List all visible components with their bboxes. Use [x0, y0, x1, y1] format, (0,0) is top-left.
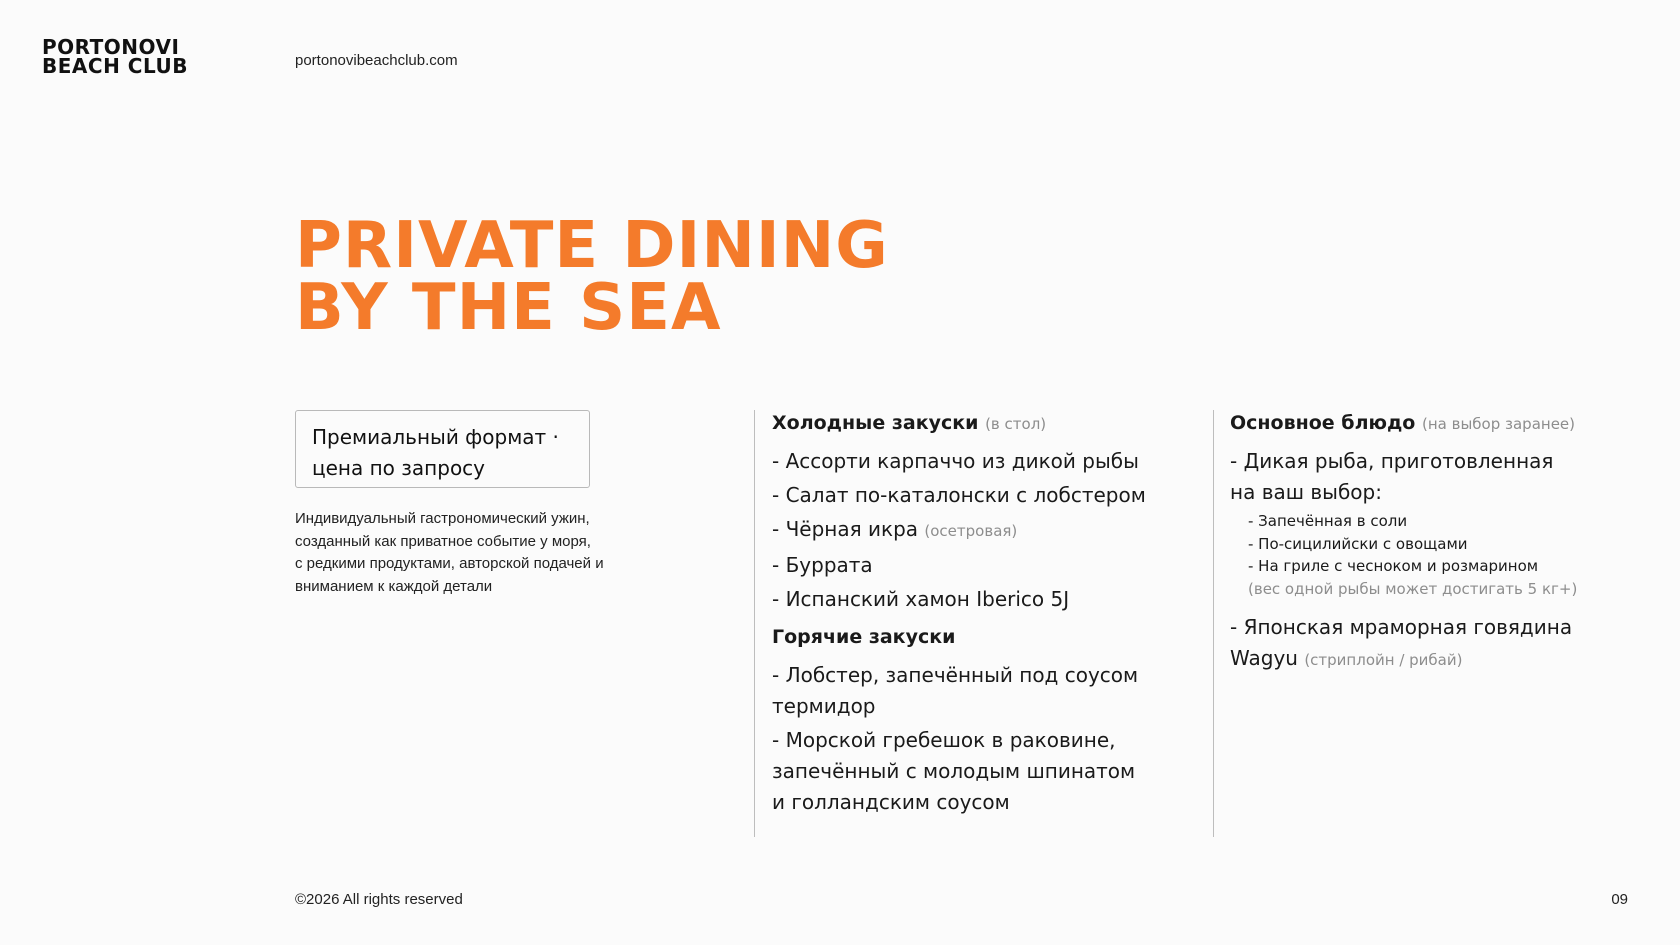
menu-item: - Испанский хамон Iberico 5J: [772, 587, 1070, 611]
main-course-heading: [1230, 412, 1650, 434]
description-line: с редкими продуктами, авторской подачей и: [295, 555, 604, 572]
fish-weight-note: (вес одной рыбы может достигать 5 кг+): [1248, 579, 1578, 598]
logo-line-2: BEACH CLUB: [42, 54, 188, 78]
website-link[interactable]: portonovibeachclub.com: [295, 52, 458, 69]
main-course-title: Основное блюдо: [1230, 412, 1416, 434]
column-divider: [754, 410, 755, 837]
brand-logo: [42, 35, 188, 78]
cold-starters-note: (в стол): [985, 415, 1047, 433]
cold-starters-heading: [772, 412, 1192, 434]
page-title: [295, 209, 889, 345]
description-line: вниманием к каждой детали: [295, 577, 493, 595]
page-number: 09: [1611, 891, 1628, 908]
fish-option: - По-сицилийски с овощами: [1248, 534, 1468, 553]
main-course-column: [1230, 412, 1650, 679]
menu-item: - Лобстер, запечённый под соусом термидор: [772, 663, 1139, 718]
menu-item-note: (осетровая): [924, 522, 1018, 540]
description-line: созданный как приватное событие у моря,: [295, 532, 591, 550]
cold-starters-title: Холодные закуски: [772, 412, 979, 434]
copyright: ©2026 All rights reserved: [295, 891, 463, 908]
menu-item: - Салат по-каталонски с лобстером: [772, 483, 1146, 507]
menu-item: - Дикая рыба, приготовленная на ваш выбор:: [1230, 449, 1554, 504]
main-course-note: (на выбор заранее): [1421, 415, 1576, 433]
fish-option: - На гриле с чесноком и розмарином: [1248, 557, 1539, 575]
menu-item: - Морской гребешок в раковине, запечённый с молодым шпинатом и голландским соусом: [772, 728, 1136, 814]
hot-starters-list: [772, 660, 1192, 818]
starters-column: [772, 412, 1192, 821]
cold-starters-list: [772, 446, 1192, 615]
menu-item: - Ассорти карпаччо из дикой рыбы: [772, 449, 1139, 473]
menu-item: - Чёрная икра (осетровая): [772, 517, 1018, 541]
price-box: [295, 410, 590, 488]
price-line-2: цена по запросу: [312, 456, 486, 480]
fish-option: - Запечённая в соли: [1248, 512, 1408, 530]
menu-item: - Японская мраморная говядина Wagyu (стриплойн / рибай): [1230, 615, 1573, 670]
hot-starters-heading: Горячие закуски: [772, 626, 956, 648]
price-line-1: Премиальный формат ·: [312, 425, 559, 449]
title-line-2: BY THE SEA: [295, 271, 722, 345]
menu-item: - Буррата: [772, 553, 873, 577]
menu-item-note: (стриплойн / рибай): [1304, 651, 1463, 669]
description: [295, 508, 695, 598]
main-course-list: [1230, 446, 1650, 676]
column-divider: [1213, 410, 1214, 837]
title-line-1: PRIVATE DINING: [295, 209, 889, 283]
logo-line-1: PORTONOVI: [42, 35, 180, 59]
description-line: Индивидуальный гастрономический ужин,: [295, 510, 590, 527]
